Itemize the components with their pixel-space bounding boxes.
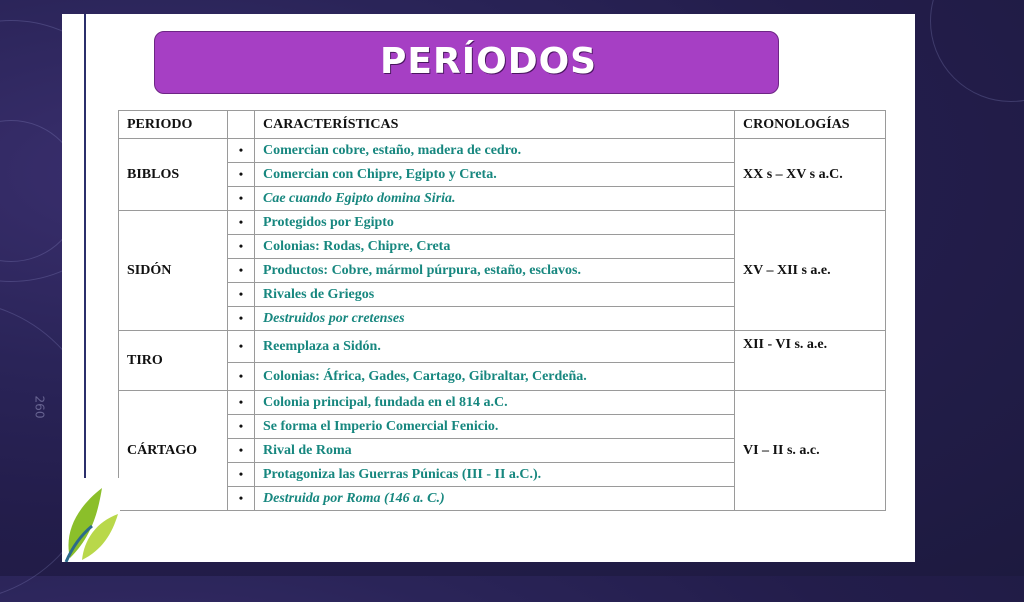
characteristic-cell: Reemplaza a Sidón. <box>255 331 735 363</box>
leaf-logo-icon <box>62 478 120 562</box>
bullet-icon: • <box>228 463 255 487</box>
characteristic-cell: Colonias: África, Gades, Cartago, Gibraltar, Cerdeña. <box>255 363 735 391</box>
characteristic-cell: Se forma el Imperio Comercial Fenicio. <box>255 415 735 439</box>
characteristic-cell: Protagoniza las Guerras Púnicas (III - II a.C.). <box>255 463 735 487</box>
table-row <box>119 211 886 235</box>
periods-table <box>118 110 886 511</box>
period-cell: TIRO <box>119 331 228 391</box>
bullet-icon: • <box>228 259 255 283</box>
bullet-icon: • <box>228 187 255 211</box>
bullet-icon: • <box>228 331 255 363</box>
chronology-cell: VI – II s. a.c. <box>735 391 886 511</box>
characteristic-cell: Productos: Cobre, mármol púrpura, estaño, esclavos. <box>255 259 735 283</box>
period-cell: CÁRTAGO <box>119 391 228 511</box>
header-bullet <box>228 111 255 139</box>
period-cell: SIDÓN <box>119 211 228 331</box>
background-arc <box>930 0 1024 102</box>
bullet-icon: • <box>228 211 255 235</box>
characteristic-cell: Colonias: Rodas, Chipre, Creta <box>255 235 735 259</box>
characteristic-cell: Protegidos por Egipto <box>255 211 735 235</box>
bullet-icon: • <box>228 139 255 163</box>
characteristic-cell: Destruida por Roma (146 a. C.) <box>255 487 735 511</box>
bullet-icon: • <box>228 439 255 463</box>
bullet-icon: • <box>228 283 255 307</box>
background-number: 260 <box>32 395 47 419</box>
bullet-icon: • <box>228 307 255 331</box>
table-row <box>119 331 886 363</box>
table-row <box>119 139 886 163</box>
logo <box>62 478 120 562</box>
characteristic-cell: Cae cuando Egipto domina Siria. <box>255 187 735 211</box>
characteristic-cell: Destruidos por cretenses <box>255 307 735 331</box>
header-cronologias: CRONOLOGÍAS <box>735 111 886 139</box>
characteristic-cell: Rival de Roma <box>255 439 735 463</box>
characteristic-cell: Colonia principal, fundada en el 814 a.C. <box>255 391 735 415</box>
bullet-icon: • <box>228 415 255 439</box>
characteristic-cell: Comercian cobre, estaño, madera de cedro. <box>255 139 735 163</box>
bullet-icon: • <box>228 163 255 187</box>
chronology-cell: XII - VI s. a.e. <box>735 331 886 391</box>
characteristic-cell: Rivales de Griegos <box>255 283 735 307</box>
header-caracteristicas: CARACTERÍSTICAS <box>255 111 735 139</box>
bullet-icon: • <box>228 391 255 415</box>
period-cell: BIBLOS <box>119 139 228 211</box>
bullet-icon: • <box>228 235 255 259</box>
table-row <box>119 391 886 415</box>
bullet-icon: • <box>228 487 255 511</box>
characteristic-cell: Comercian con Chipre, Egipto y Creta. <box>255 163 735 187</box>
slide-title: PERÍODOS <box>380 41 598 82</box>
chronology-cell: XX s – XV s a.C. <box>735 139 886 211</box>
table-header-row <box>119 111 886 139</box>
chronology-cell: XV – XII s a.e. <box>735 211 886 331</box>
bullet-icon: • <box>228 363 255 391</box>
slide-left-rule <box>84 14 86 484</box>
header-periodo: PERIODO <box>119 111 228 139</box>
